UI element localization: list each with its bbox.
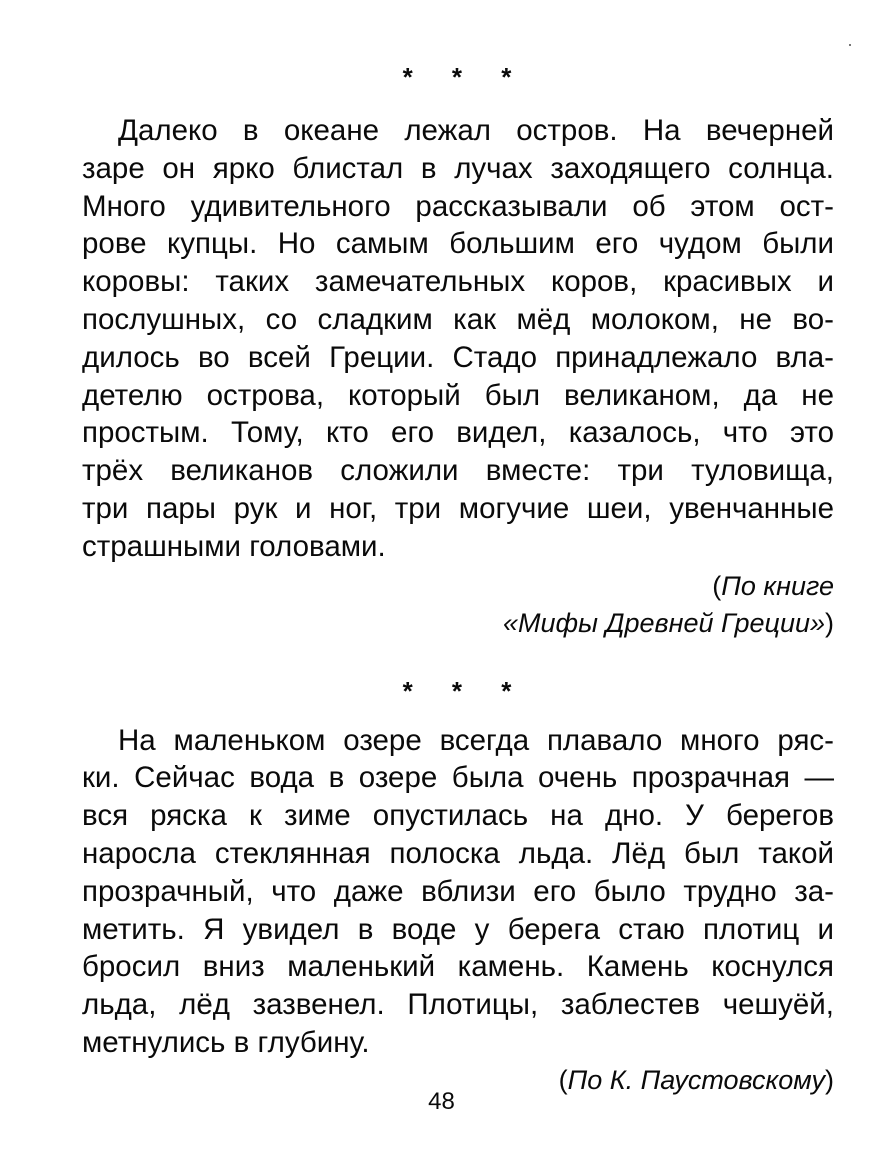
passage-2-line: ки. Сейчас вода в озере была очень прозрачная — xyxy=(82,761,834,795)
passage-2-line: вся ряска к зиме опустилась на дно. У берегов xyxy=(82,799,834,833)
passage-1-line: детелю острова, который был великаном, да не xyxy=(82,378,834,412)
passage-1-source: (По книге «Мифы Древней Греции») xyxy=(503,570,834,638)
source-2-text: По К. Паустовскому xyxy=(567,1064,825,1095)
text-passage-2 xyxy=(82,722,834,1062)
scan-speck xyxy=(849,44,851,46)
passage-1-line: Много удивительного рассказывали об этом ост- xyxy=(82,189,834,223)
passage-1-line: простым. Тому, кто его видел, казалось, что это xyxy=(82,416,834,450)
source-1-line-2: «Мифы Древней Греции» xyxy=(503,607,825,638)
passage-2-line: метить. Я увидел в воде у берега стаю плотиц и xyxy=(82,912,834,946)
passage-2-line: льда, лёд зазвенел. Плотицы, заблестев чешуёй, xyxy=(82,988,834,1022)
passage-2-line: прозрачный, что даже вблизи его было трудно за- xyxy=(82,874,834,908)
page-number: 48 xyxy=(428,1088,455,1115)
passage-2-line: бросил вниз маленький камень. Камень коснулся xyxy=(82,950,834,984)
passage-2-line: наросла стеклянная полоска льда. Лёд был такой xyxy=(82,836,834,870)
passage-1-line: дилось во всей Греции. Стадо принадлежало вла- xyxy=(82,340,834,374)
passage-2-line: На маленьком озере всегда плавало много ряс- xyxy=(118,723,834,757)
passage-1-line: страшными головами. xyxy=(82,529,386,563)
passage-1-line: коровы: таких замечательных коров, красивых и xyxy=(82,265,834,299)
passage-1-line: рове купцы. Но самым большим его чудом были xyxy=(82,227,834,261)
passage-1-line: Далеко в океане лежал остров. На вечерней xyxy=(118,114,834,147)
passage-2-line: метнулись в глубину. xyxy=(82,1025,370,1059)
source-1-line-1: По книге xyxy=(721,570,834,601)
passage-1-line: заре он ярко блистал в лучах заходящего солнца. xyxy=(82,151,834,185)
section-separator-1: * * * xyxy=(402,62,528,92)
text-passage-1 xyxy=(82,112,834,566)
passage-2-source: (По К. Паустовскому) xyxy=(558,1064,834,1095)
passage-1-line: трёх великанов сложили вместе: три туловища, xyxy=(82,454,834,488)
section-separator-2: * * * xyxy=(402,675,528,706)
passage-1-line: три пары рук и ног, три могучие шеи, увенчанные xyxy=(82,491,834,525)
page-content xyxy=(82,62,834,1099)
passage-1-line: послушных, со сладким как мёд молоком, не во- xyxy=(82,302,834,336)
